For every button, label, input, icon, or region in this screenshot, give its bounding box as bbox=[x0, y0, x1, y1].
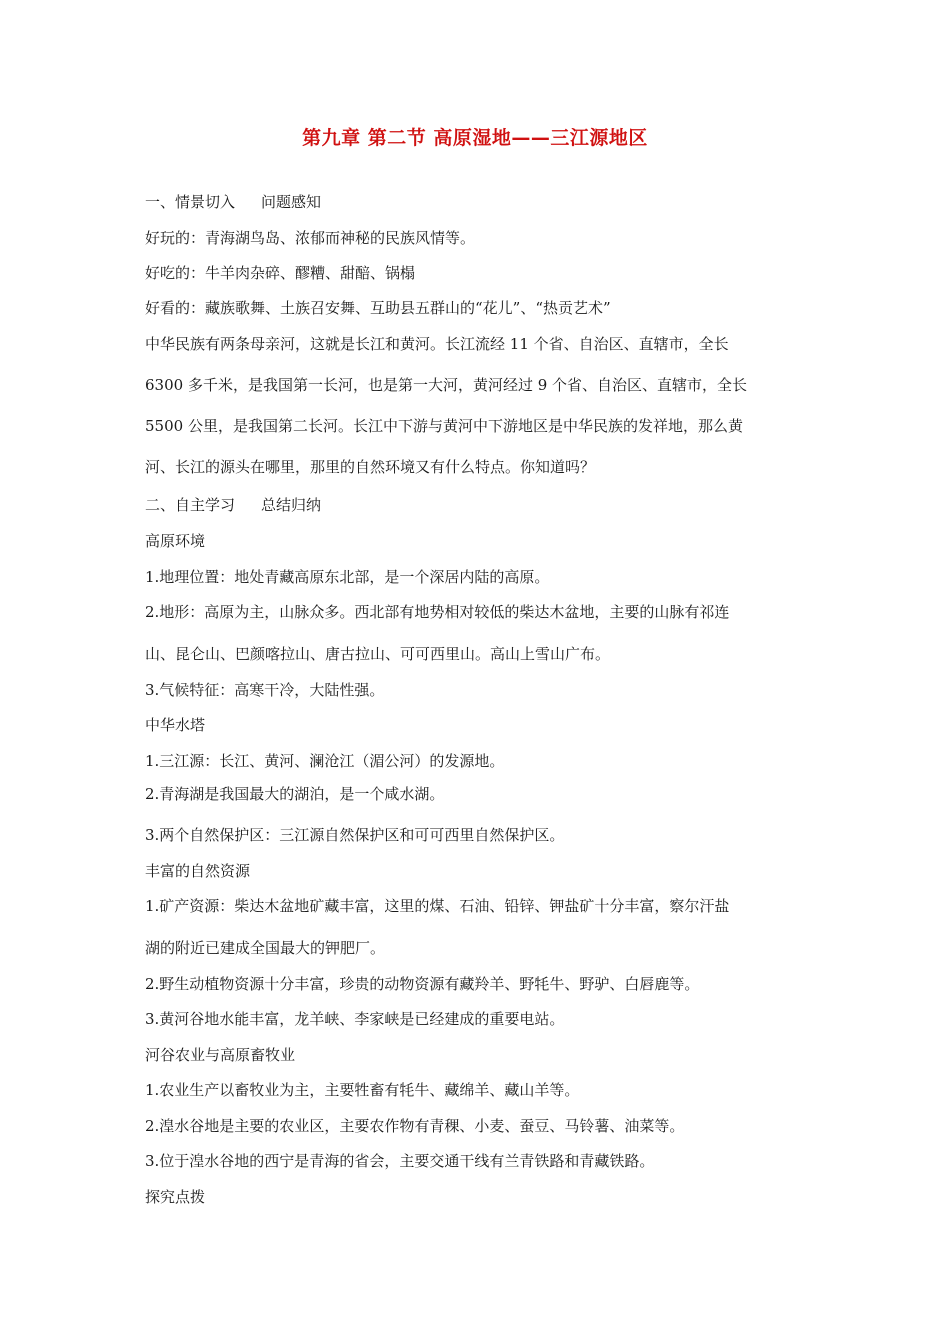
resource-item-2: 2.野生动植物资源十分丰富，珍贵的动物资源有藏羚羊、野牦牛、野驴、白唇鹿等。 bbox=[145, 975, 700, 993]
paragraph-intro-line-2: 6300 多千米，是我国第一长河，也是第一大河，黄河经过 9 个省、自治区、直辖市，全长 bbox=[145, 376, 748, 394]
subheading-resources: 丰富的自然资源 bbox=[145, 862, 251, 880]
paragraph-fun: 好玩的：青海湖鸟岛、浓郁而神秘的民族风情等。 bbox=[145, 229, 476, 247]
env-item-1: 1.地理位置：地处青藏高原东北部，是一个深居内陆的高原。 bbox=[145, 568, 550, 586]
resource-item-1-line-1: 1.矿产资源：柴达木盆地矿藏丰富，这里的煤、石油、铅锌、钾盐矿十分丰富，察尔汗盐 bbox=[145, 897, 730, 915]
section-heading-1-part-b: 问题感知 bbox=[261, 193, 322, 211]
agri-item-3: 3.位于湟水谷地的西宁是青海的省会，主要交通干线有兰青铁路和青藏铁路。 bbox=[145, 1152, 655, 1170]
section-heading-2 bbox=[145, 494, 810, 516]
env-item-3: 3.气候特征：高寒干冷，大陆性强。 bbox=[145, 681, 385, 699]
section-heading-1 bbox=[145, 191, 810, 213]
water-item-3: 3.两个自然保护区：三江源自然保护区和可可西里自然保护区。 bbox=[145, 826, 565, 844]
resource-item-1-line-2: 湖的附近已建成全国最大的钾肥厂。 bbox=[145, 939, 386, 957]
paragraph-intro-line-3: 5500 公里，是我国第二长河。长江中下游与黄河中下游地区是中华民族的发祥地，那么黄 bbox=[145, 417, 743, 435]
paragraph-sights: 好看的：藏族歌舞、土族召安舞、互助县五群山的“花儿”、“热贡艺术” bbox=[145, 299, 611, 317]
water-item-2: 2.青海湖是我国最大的湖泊，是一个咸水湖。 bbox=[145, 785, 445, 803]
subheading-agriculture: 河谷农业与高原畜牧业 bbox=[145, 1046, 296, 1064]
paragraph-intro-line-1: 中华民族有两条母亲河，这就是长江和黄河。长江流经 11 个省、自治区、直辖市，全长 bbox=[145, 335, 729, 353]
water-item-1: 1.三江源：长江、黄河、澜沧江（湄公河）的发源地。 bbox=[145, 752, 505, 770]
section-heading-2-part-b: 总结归纳 bbox=[261, 496, 322, 514]
paragraph-intro-line-4: 河、长江的源头在哪里，那里的自然环境又有什么特点。你知道吗？ bbox=[145, 458, 596, 476]
subheading-environment: 高原环境 bbox=[145, 532, 206, 550]
subheading-explore: 探究点拨 bbox=[145, 1188, 206, 1206]
env-item-2-line-2: 山、昆仑山、巴颜喀拉山、唐古拉山、可可西里山。高山上雪山广布。 bbox=[145, 645, 611, 663]
resource-item-3: 3.黄河谷地水能丰富，龙羊峡、李家峡是已经建成的重要电站。 bbox=[145, 1010, 565, 1028]
env-item-2-line-1: 2.地形：高原为主，山脉众多。西北部有地势相对较低的柴达木盆地，主要的山脉有祁连 bbox=[145, 603, 730, 621]
paragraph-food: 好吃的：牛羊肉杂碎、醪糟、甜醅、锅榻 bbox=[145, 264, 416, 282]
agri-item-2: 2.湟水谷地是主要的农业区，主要农作物有青稞、小麦、蚕豆、马铃薯、油菜等。 bbox=[145, 1117, 685, 1135]
section-heading-2-part-a: 二、自主学习 bbox=[145, 496, 236, 514]
section-heading-1-part-a: 一、情景切入 bbox=[145, 193, 236, 211]
page-title: 第九章 第二节 高原湿地——三江源地区 bbox=[302, 127, 648, 149]
agri-item-1: 1.农业生产以畜牧业为主，主要牲畜有牦牛、藏绵羊、藏山羊等。 bbox=[145, 1081, 580, 1099]
subheading-water-tower: 中华水塔 bbox=[145, 716, 206, 734]
